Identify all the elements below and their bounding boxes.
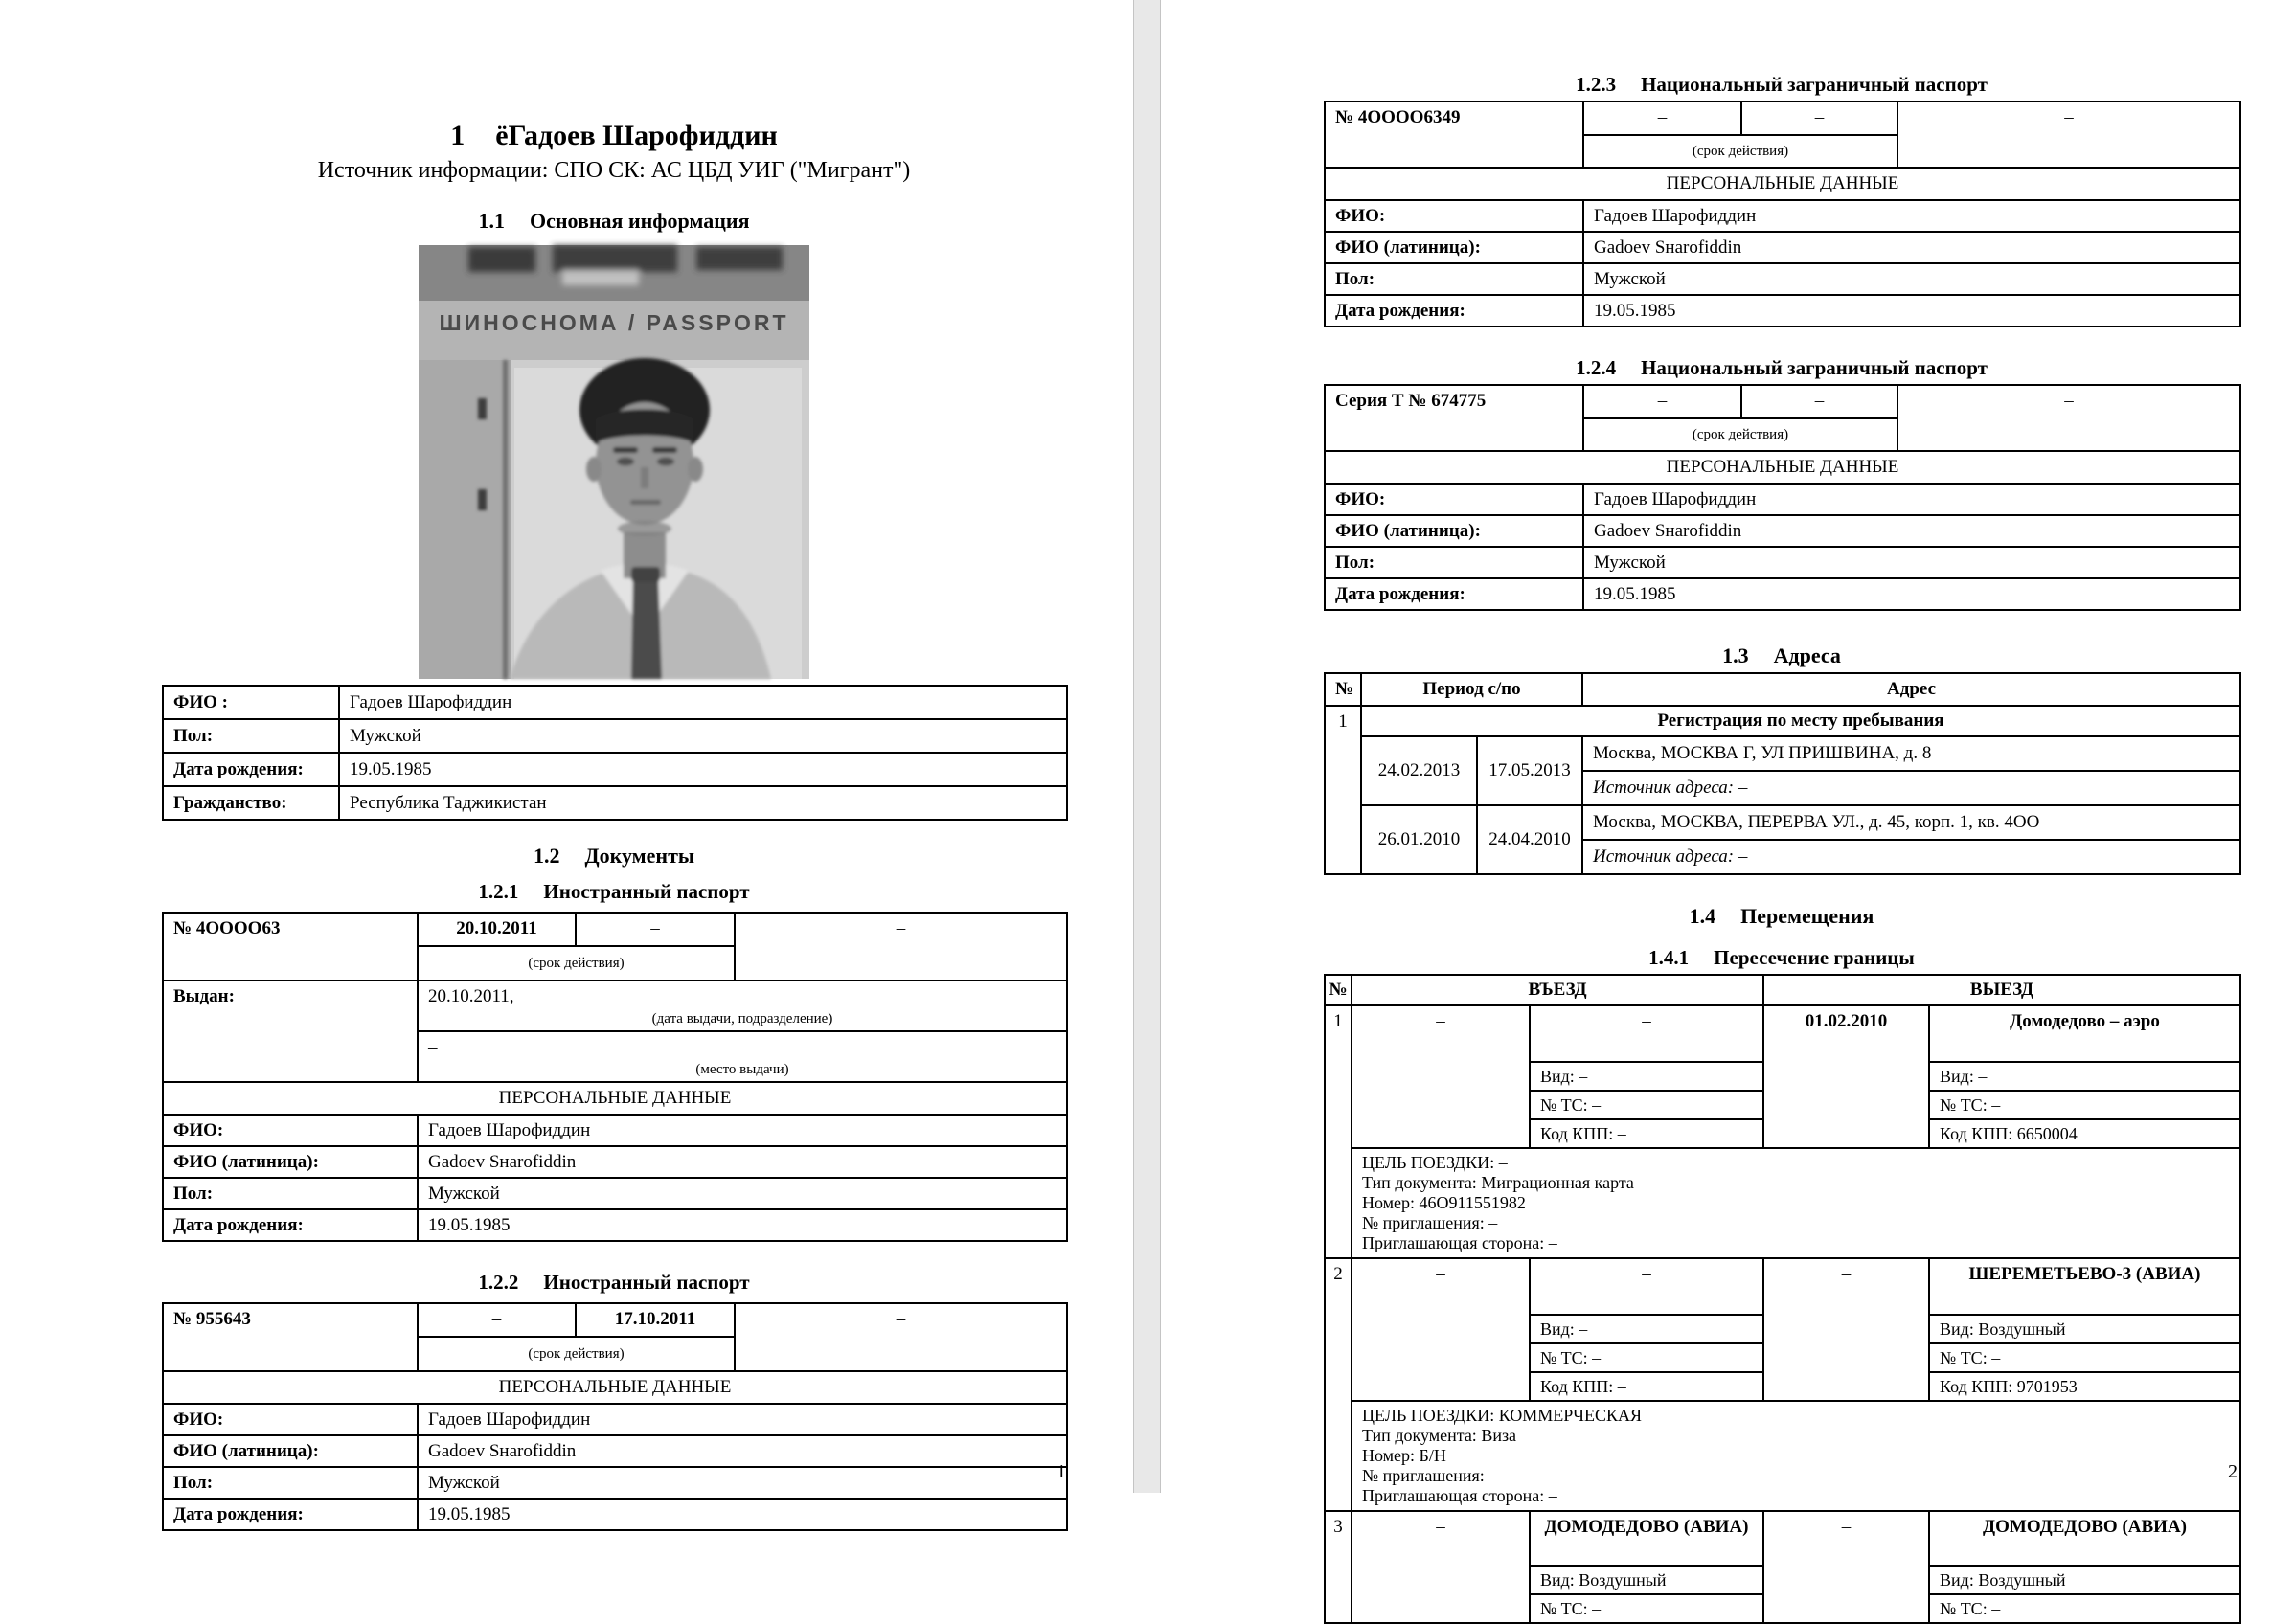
label-cell: Дата рождения:: [163, 753, 339, 786]
exit-vid-cell: Вид: Воздушный: [1929, 1566, 2240, 1594]
period-from-cell: 24.02.2013: [1361, 736, 1477, 805]
table-row: [163, 719, 1067, 753]
table-row: [1325, 706, 2240, 736]
table-row: [1325, 168, 2240, 200]
table-row: [1325, 547, 2240, 578]
table-row: [163, 1467, 1067, 1499]
table-row: [163, 1082, 1067, 1115]
valid-from-cell: –: [418, 1303, 576, 1337]
section-number: 1.2: [533, 844, 560, 868]
purpose-cell: [1352, 1401, 2240, 1511]
validity-caption-cell: (срок действия): [418, 946, 735, 981]
label-cell: ФИО (латиница):: [163, 1435, 418, 1467]
value-cell: Gadoev Sнarofiddin: [418, 1146, 1067, 1178]
purpose-line: № приглашения: –: [1362, 1213, 1498, 1232]
exit-place-cell: ШЕРЕМЕТЬЕВО-3 (АВИА): [1929, 1258, 2240, 1315]
subsection-heading-doc1: [162, 880, 1066, 904]
table-row: [163, 1178, 1067, 1209]
table-row: [163, 1146, 1067, 1178]
label-cell: Пол:: [1325, 263, 1583, 295]
section-heading-documents: [162, 844, 1066, 868]
entry-vid-cell: Вид: –: [1530, 1315, 1763, 1343]
personal-data-header: ПЕРСОНАЛЬНЫЕ ДАННЫЕ: [1325, 451, 2240, 484]
purpose-line: № приглашения: –: [1362, 1466, 1498, 1485]
value-cell: Гадоев Шарофиддин: [418, 1115, 1067, 1146]
section-text: Документы: [584, 844, 695, 868]
document-title: [162, 121, 1066, 151]
row-number-cell: 1: [1325, 1005, 1352, 1258]
section-number: 1.4.1: [1648, 946, 1690, 969]
col-header-num: №: [1325, 673, 1361, 706]
table-row: [1325, 200, 2240, 232]
purpose-line: Тип документа: Виза: [1362, 1426, 1517, 1445]
subsection-heading-doc4: [1324, 356, 2239, 380]
section-text: Национальный заграничный паспорт: [1641, 73, 1988, 96]
doc3-table: [1324, 101, 2241, 327]
crossing-row: [1325, 1258, 2240, 1315]
issued-label-cell: Выдан:: [163, 981, 418, 1082]
value-cell: Гадоев Шарофиддин: [418, 1404, 1067, 1435]
section-text: Пересечение границы: [1714, 946, 1915, 969]
label-cell: ФИО :: [163, 686, 339, 719]
valid-to-cell: –: [1741, 102, 1897, 135]
section-number: 1.2.4: [1576, 356, 1617, 379]
section-number: 1.1: [478, 209, 505, 233]
info-source-line: Источник информации: СПО СК: АС ЦБД УИГ ("Мигрант"): [317, 158, 911, 183]
value-cell: 19.05.1985: [1583, 295, 2240, 327]
entry-kpp-cell: Код КПП: –: [1530, 1119, 1763, 1148]
table-row: [1325, 515, 2240, 547]
page-number: 1: [1056, 1461, 1066, 1482]
label-cell: Гражданство:: [163, 786, 339, 820]
validity-caption-cell: (срок действия): [1583, 418, 1897, 451]
main-info-table: [162, 685, 1068, 821]
address-source-cell: Источник адреса: –: [1582, 771, 2240, 805]
label-cell: Пол:: [1325, 547, 1583, 578]
section-text: Основная информация: [529, 209, 750, 233]
table-row: [1325, 451, 2240, 484]
validity-caption-cell: (срок действия): [1583, 135, 1897, 168]
value-cell: Мужской: [418, 1178, 1067, 1209]
entry-ts-cell: № ТС: –: [1530, 1343, 1763, 1372]
section-heading-main-info: [162, 209, 1066, 234]
doc1-table: [162, 912, 1068, 1242]
purpose-line: Приглашающая сторона: –: [1362, 1233, 1557, 1252]
exit-place-cell: ДОМОДЕДОВО (АВИА): [1929, 1511, 2240, 1566]
doc-extra-cell: –: [1897, 102, 2240, 168]
period-to-cell: 24.04.2010: [1477, 805, 1582, 874]
col-header-num: №: [1325, 975, 1352, 1005]
issued-date: 20.10.2011,: [428, 986, 514, 1006]
table-row: [1325, 102, 2240, 135]
table-row: [1325, 578, 2240, 610]
section-heading-addresses: [1324, 643, 2239, 668]
table-row: [163, 1209, 1067, 1241]
table-header-row: [1325, 975, 2240, 1005]
value-cell: Гадоев Шарофиддин: [1583, 200, 2240, 232]
purpose-line: Номер: Б/Н: [1362, 1446, 1446, 1465]
table-row: [1325, 385, 2240, 418]
value-cell: Gadoev Sнarofiddin: [1583, 232, 2240, 263]
doc-extra-cell: –: [735, 1303, 1067, 1371]
col-header-entry: ВЪЕЗД: [1352, 975, 1763, 1005]
doc-extra-cell: –: [1897, 385, 2240, 451]
page-1: [0, 0, 1133, 1524]
entry-place-cell: –: [1530, 1005, 1763, 1062]
exit-vid-cell: Вид: –: [1929, 1062, 2240, 1091]
issued-value-cell: [418, 981, 1067, 1031]
exit-ts-cell: № ТС: –: [1929, 1343, 2240, 1372]
valid-from-cell: –: [1583, 102, 1741, 135]
label-cell: Пол:: [163, 1467, 418, 1499]
subsection-heading-doc3: [1324, 73, 2239, 97]
addresses-table: [1324, 672, 2241, 875]
issued-caption: (дата выдачи, подразделение): [651, 1010, 833, 1026]
row-number-cell: 1: [1325, 706, 1361, 874]
subsection-heading-doc2: [162, 1271, 1066, 1295]
table-row: [163, 1404, 1067, 1435]
table-row: [163, 1115, 1067, 1146]
label-cell: Дата рождения:: [1325, 295, 1583, 327]
purpose-line: ЦЕЛЬ ПОЕЗДКИ: КОММЕРЧЕСКАЯ: [1362, 1406, 1642, 1425]
label-cell: Пол:: [163, 719, 339, 753]
col-header-period: Период с/по: [1361, 673, 1582, 706]
label-cell: ФИО:: [1325, 200, 1583, 232]
section-text: Перемещения: [1740, 904, 1874, 928]
valid-from-cell: –: [1583, 385, 1741, 418]
title-text: ёГадоев Шарофиддин: [495, 120, 778, 151]
doc4-table: [1324, 384, 2241, 611]
valid-to-cell: 17.10.2011: [576, 1303, 735, 1337]
entry-ts-cell: № ТС: –: [1530, 1091, 1763, 1119]
exit-ts-cell: № ТС: –: [1929, 1091, 2240, 1119]
address-source-cell: Источник адреса: –: [1582, 840, 2240, 874]
entry-vid-cell: Вид: Воздушный: [1530, 1566, 1763, 1594]
page-2: [1161, 0, 2272, 1618]
entry-place-cell: ДОМОДЕДОВО (АВИА): [1530, 1511, 1763, 1566]
exit-date-cell: –: [1763, 1258, 1929, 1401]
issue-place-value: –: [428, 1037, 438, 1057]
page-gap: [1133, 0, 1161, 1493]
address-group-cell: Регистрация по месту пребывания: [1361, 706, 2240, 736]
label-cell: ФИО (латиница):: [1325, 232, 1583, 263]
exit-date-cell: 01.02.2010: [1763, 1005, 1929, 1148]
section-text: Иностранный паспорт: [543, 1271, 750, 1294]
value-cell: Гадоев Шарофиддин: [1583, 484, 2240, 515]
period-to-cell: 17.05.2013: [1477, 736, 1582, 805]
crossing-row: [1325, 1005, 2240, 1062]
table-row: [163, 913, 1067, 946]
doc-number-cell: № 4ОООО6349: [1325, 102, 1583, 168]
doc-number-cell: № 955643: [163, 1303, 418, 1371]
col-header-exit: ВЫЕЗД: [1763, 975, 2240, 1005]
exit-kpp-cell: Код КПП: 6650004: [1929, 1119, 2240, 1148]
exit-place-cell: Домодедово – аэро: [1929, 1005, 2240, 1062]
subsection-heading-border-crossings: [1324, 946, 2239, 970]
exit-ts-cell: № ТС: –: [1929, 1594, 2240, 1623]
table-row: [163, 686, 1067, 719]
value-cell: 19.05.1985: [418, 1499, 1067, 1530]
section-text: Иностранный паспорт: [543, 880, 750, 903]
value-cell: 19.05.1985: [339, 753, 1067, 786]
table-row: [163, 981, 1067, 1031]
passport-photo: [419, 245, 809, 679]
entry-ts-cell: № ТС: –: [1530, 1594, 1763, 1623]
col-header-address: Адрес: [1582, 673, 2240, 706]
table-row: [163, 1499, 1067, 1530]
page-number: 2: [2228, 1461, 2238, 1482]
photo-caption: ШИНОСНОМА / PASSPORT: [439, 310, 789, 335]
border-crossings-table: [1324, 974, 2241, 1624]
table-header-row: [1325, 673, 2240, 706]
entry-place-cell: –: [1530, 1258, 1763, 1315]
table-row: [1325, 484, 2240, 515]
exit-vid-cell: Вид: Воздушный: [1929, 1315, 2240, 1343]
table-row: [163, 753, 1067, 786]
section-number: 1.2.3: [1576, 73, 1617, 96]
crossing-row: [1325, 1511, 2240, 1566]
table-row: [163, 1435, 1067, 1467]
value-cell: 19.05.1985: [418, 1209, 1067, 1241]
table-row: [1325, 736, 2240, 771]
table-row: [163, 1371, 1067, 1404]
table-row: [1325, 232, 2240, 263]
value-cell: Республика Таджикистан: [339, 786, 1067, 820]
title-number: 1: [450, 120, 466, 151]
value-cell: Гадоев Шарофиддин: [339, 686, 1067, 719]
value-cell: 19.05.1985: [1583, 578, 2240, 610]
doc2-table: [162, 1302, 1068, 1531]
purpose-line: ЦЕЛЬ ПОЕЗДКИ: –: [1362, 1153, 1508, 1172]
entry-vid-cell: Вид: –: [1530, 1062, 1763, 1091]
label-cell: Дата рождения:: [163, 1209, 418, 1241]
table-row: [163, 786, 1067, 820]
issue-place-cell: [418, 1031, 1067, 1082]
value-cell: Мужской: [339, 719, 1067, 753]
section-number: 1.3: [1722, 643, 1749, 667]
value-cell: Gadoev Sнarofiddin: [1583, 515, 2240, 547]
valid-to-cell: –: [1741, 385, 1897, 418]
issue-place-caption: (место выдачи): [695, 1061, 789, 1077]
crossing-purpose-row: [1325, 1401, 2240, 1511]
label-cell: Дата рождения:: [163, 1499, 418, 1530]
table-row: [163, 1303, 1067, 1337]
entry-date-cell: –: [1352, 1511, 1530, 1623]
crossing-purpose-row: [1325, 1148, 2240, 1258]
section-number: 1.4: [1689, 904, 1716, 928]
entry-kpp-cell: Код КПП: –: [1530, 1372, 1763, 1401]
section-text: Национальный заграничный паспорт: [1641, 356, 1988, 379]
purpose-cell: [1352, 1148, 2240, 1258]
doc-number-cell: Серия Т № 674775: [1325, 385, 1583, 451]
personal-data-header: ПЕРСОНАЛЬНЫЕ ДАННЫЕ: [1325, 168, 2240, 200]
label-cell: Пол:: [163, 1178, 418, 1209]
row-number-cell: 3: [1325, 1511, 1352, 1623]
section-number: 1.2.1: [478, 880, 519, 903]
value-cell: Gadoev Sнarofiddin: [418, 1435, 1067, 1467]
doc-extra-cell: –: [735, 913, 1067, 981]
label-cell: ФИО (латиница):: [163, 1146, 418, 1178]
address-cell: Москва, МОСКВА, ПЕРЕРВА УЛ., д. 45, корп. 1, кв. 4ОО: [1582, 805, 2240, 840]
value-cell: Мужской: [1583, 547, 2240, 578]
doc-number-cell: № 4ОООО63: [163, 913, 418, 981]
table-row: [1325, 295, 2240, 327]
label-cell: ФИО:: [163, 1404, 418, 1435]
purpose-line: Тип документа: Миграционная карта: [1362, 1173, 1634, 1192]
purpose-line: Номер: 46О911551982: [1362, 1193, 1526, 1212]
label-cell: Дата рождения:: [1325, 578, 1583, 610]
row-number-cell: 2: [1325, 1258, 1352, 1511]
personal-data-header: ПЕРСОНАЛЬНЫЕ ДАННЫЕ: [163, 1082, 1067, 1115]
entry-date-cell: –: [1352, 1005, 1530, 1148]
label-cell: ФИО:: [1325, 484, 1583, 515]
value-cell: Мужской: [418, 1467, 1067, 1499]
value-cell: Мужской: [1583, 263, 2240, 295]
section-number: 1.2.2: [478, 1271, 519, 1294]
section-text: Адреса: [1773, 643, 1841, 667]
period-from-cell: 26.01.2010: [1361, 805, 1477, 874]
exit-kpp-cell: Код КПП: 9701953: [1929, 1372, 2240, 1401]
table-row: [1325, 805, 2240, 840]
valid-from-cell: 20.10.2011: [418, 913, 576, 946]
label-cell: ФИО:: [163, 1115, 418, 1146]
table-row: [1325, 263, 2240, 295]
valid-to-cell: –: [576, 913, 735, 946]
label-cell: ФИО (латиница):: [1325, 515, 1583, 547]
exit-date-cell: –: [1763, 1511, 1929, 1623]
purpose-line: Приглашающая сторона: –: [1362, 1486, 1557, 1505]
entry-date-cell: –: [1352, 1258, 1530, 1401]
address-cell: Москва, МОСКВА Г, УЛ ПРИШВИНА, д. 8: [1582, 736, 2240, 771]
personal-data-header: ПЕРСОНАЛЬНЫЕ ДАННЫЕ: [163, 1371, 1067, 1404]
section-heading-movements: [1324, 904, 2239, 929]
validity-caption-cell: (срок действия): [418, 1337, 735, 1371]
